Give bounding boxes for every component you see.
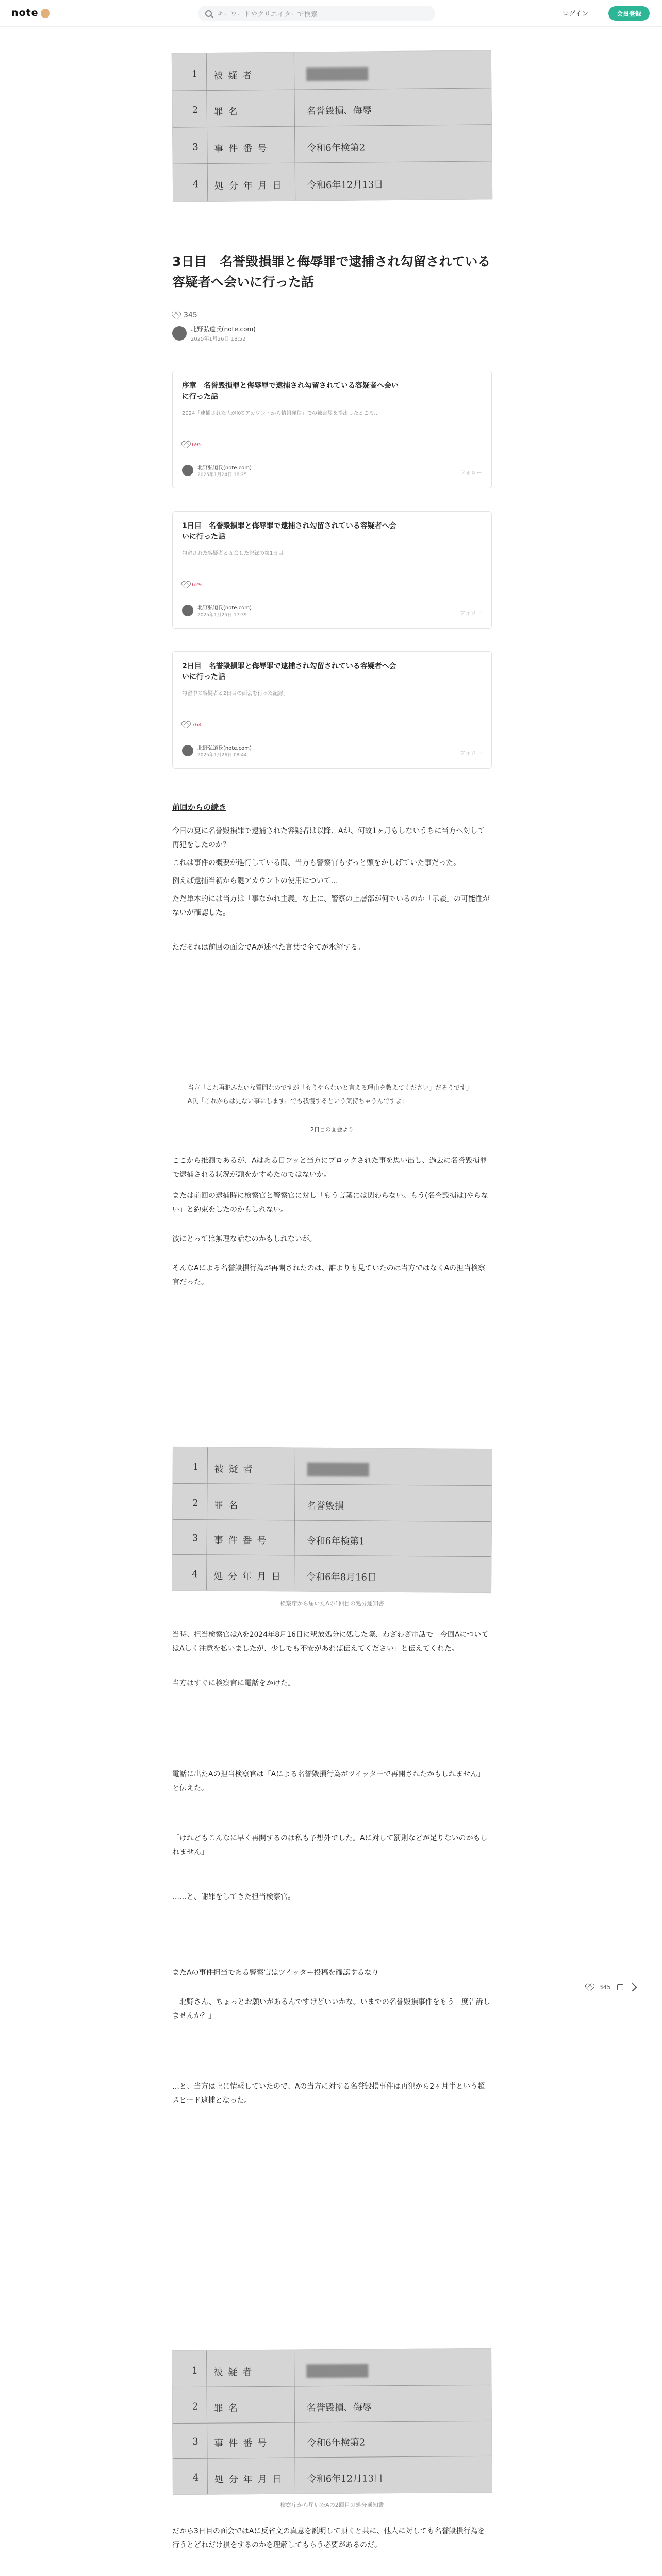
login-link[interactable]: ログイン bbox=[562, 10, 589, 18]
redacted-name bbox=[306, 2364, 368, 2378]
avatar bbox=[182, 745, 193, 756]
quote-block: 当方「これ再犯みたいな質問なのですが「もうやらないと言える理由を教えてください」だそうです」 A氏「これからは見ない事にします。でも我慢するという気持ちゃうんですよ」 bbox=[188, 1084, 473, 1105]
heart-icon bbox=[182, 582, 189, 588]
heart-icon bbox=[182, 442, 189, 448]
embed-card[interactable] bbox=[172, 651, 492, 769]
heart-icon bbox=[172, 312, 179, 319]
side-like-count: 345 bbox=[599, 1984, 611, 1991]
heart-icon[interactable] bbox=[586, 1984, 593, 1991]
floating-actions bbox=[586, 1984, 636, 1991]
follow-button[interactable]: フォロー bbox=[459, 609, 482, 616]
mascot-icon bbox=[41, 9, 50, 18]
note-logo[interactable]: note bbox=[11, 7, 50, 19]
card-excerpt: 勾留中の容疑者と2日目の面会を行った記録。 bbox=[182, 691, 289, 697]
body-paragraph: 今日の夏に名誉毀損罪で逮捕された容疑者は以降、Aが、何故1ヶ月もしないうちに当方へ対して再犯をしたのか？ これは事件の概要が進行している間、当方も警察官もずっと頭をかしげていた事だった。 例えば逮捕当初から鍵アカウントの使用について… ただ単本的には当方は「事なかれ主義」な上に、警察の上層部が何でいるのか「示談」の可能性がないが確認した。 ただそれは前回の面会でAが述べた言葉で全てが氷解する。 bbox=[172, 827, 490, 952]
search-icon bbox=[205, 10, 212, 17]
article-title: 3日目 名誉毀損罪と侮辱罪で逮捕され勾留されている容疑者へ会いに行った話 bbox=[172, 254, 491, 290]
search-input[interactable] bbox=[198, 6, 435, 21]
card-excerpt: 2024「逮捕された人がXのアカウントから情報発信」での被害届を提出したところ… bbox=[182, 411, 379, 416]
card-date: 2025年1月26日 08:44 bbox=[197, 753, 247, 758]
card-likes: 629 bbox=[182, 582, 482, 588]
card-title[interactable]: 2日目 名誉毀損罪と侮辱罪で逮捕され勾留されている容疑者へ会いに行った話 bbox=[182, 662, 396, 681]
heart-icon bbox=[182, 722, 189, 728]
card-date: 2025年1月25日 17:39 bbox=[197, 613, 247, 618]
notice-photo: 1 被疑者 2 罪名 名誉毀損 3 事件番号 令和6年検第1 4 処分年月日 令和6年8月16日 bbox=[172, 1447, 492, 1593]
card-title[interactable]: 1日目 名誉毀損罪と侮辱罪で逮捕され勾留されている容疑者へ会いに行った話 bbox=[182, 522, 396, 541]
section-heading: 前回からの続き bbox=[172, 803, 227, 812]
card-author-name: 北野弘道氏(note.com) bbox=[197, 465, 252, 471]
follow-button[interactable]: フォロー bbox=[459, 469, 482, 476]
author-info[interactable] bbox=[172, 325, 256, 342]
notice-photo: 1 被疑者 2 罪名 名誉毀損、侮辱 3 事件番号 令和6年検第2 4 処分年月日 令和6年12月13日 bbox=[172, 2348, 492, 2495]
embed-card[interactable] bbox=[172, 511, 492, 629]
search-placeholder: キーワードやクリエイターで検索 bbox=[217, 10, 318, 19]
image-caption: 検察庁から届いたAの2回目の処分通知書 bbox=[280, 2502, 384, 2509]
card-author[interactable] bbox=[182, 603, 252, 618]
card-title[interactable]: 序章 名誉毀損罪と侮辱罪で逮捕され勾留されている容疑者へ会いに行った話 bbox=[182, 382, 399, 401]
quote-citation[interactable]: 2日目の面会より bbox=[310, 1126, 354, 1133]
signup-button[interactable]: 会員登録 bbox=[608, 6, 650, 21]
body-paragraph: ここから推測であるが、Aはある日フッと当方にブロックされた事を思い出し、過去に名誉毀損罪で逮捕される状況が頭をかすめたのではないか。 または前回の逮捕時に検察官と警察官に対し「もう言葉には関わらない。もう(名誉毀損は)やらない」と約束をしたのかもしれない。 彼にとっては無理な話なのかもしれないが。 そんなAによる名誉毀損行為が再開されたのは、誰よりも見ていたのは当方ではなくAの担当検察官だった。 bbox=[172, 1157, 488, 1286]
card-likes: 764 bbox=[182, 722, 482, 728]
card-likes: 695 bbox=[182, 442, 482, 448]
avatar[interactable] bbox=[172, 326, 187, 341]
image-caption: 検察庁から届いたAの1回目の処分通知書 bbox=[280, 1600, 384, 1607]
card-author[interactable] bbox=[182, 743, 252, 758]
card-date: 2025年1月24日 18:25 bbox=[197, 472, 247, 478]
avatar bbox=[182, 605, 193, 616]
like-count: 345 bbox=[184, 311, 197, 319]
site-header bbox=[0, 0, 662, 27]
share-icon[interactable] bbox=[628, 1983, 637, 1992]
card-author[interactable] bbox=[182, 463, 252, 478]
article-like-button[interactable] bbox=[172, 311, 197, 319]
card-excerpt: 勾留された容疑者と面会した記録の第1日目。 bbox=[182, 551, 289, 556]
author-name[interactable]: 北野弘道氏(note.com) bbox=[191, 326, 256, 333]
redacted-name bbox=[307, 1463, 369, 1477]
card-author-name: 北野弘道氏(note.com) bbox=[197, 605, 252, 611]
card-author-name: 北野弘道氏(note.com) bbox=[197, 745, 252, 751]
embed-card[interactable] bbox=[172, 371, 492, 488]
header-image-notice: 1 被疑者 2 罪名 名誉毀損、侮辱 3 事件番号 令和6年検第2 4 処分年月日 令和6年12月13日 bbox=[172, 50, 493, 202]
follow-button[interactable]: フォロー bbox=[459, 750, 482, 756]
comment-icon[interactable] bbox=[617, 1984, 623, 1990]
body-paragraph: だから3日目の面会ではAに反省文の真意を説明して頂くと共に、他人に対しても名誉毀損行為を行うとどれだけ損をするのかを理解してもらう必要があるのだ。 bbox=[172, 2527, 485, 2549]
body-paragraph: 当時、担当検察官はAを2024年8月16日に釈放処分に処した際、わざわざ電話で「今回AについてはAしく注意を払いましたが、少しでも不安があれば伝えてください」と伝えてくれた。 当方はすぐに検察官に電話をかけた。 電話に出たAの担当検察官は「Aによる名誉毀損行為がツイッターで再開されたかもしれません」と伝えた。 「けれどもこんなに早く再開するのは私も予想外でした。Aに対して罰則などが足りないのかもしれません」 ……と、謝罪をしてきた担当検察官。 またAの事件担当である警察官はツイッター投稿を確認するなり 「北野さん、ちょっとお願いがあるんですけどいいかな。いまでの名誉毀損事件をもう一度告訴しませんか？」 …と、当方は上に情報していたので、Aの当方に対する名誉毀損事件は再犯から2ヶ月半という超スピード逮捕となった。 bbox=[172, 1631, 490, 2105]
post-date: 2025年1月26日 18:52 bbox=[191, 336, 246, 342]
avatar bbox=[182, 465, 193, 476]
redacted-name bbox=[306, 67, 368, 81]
